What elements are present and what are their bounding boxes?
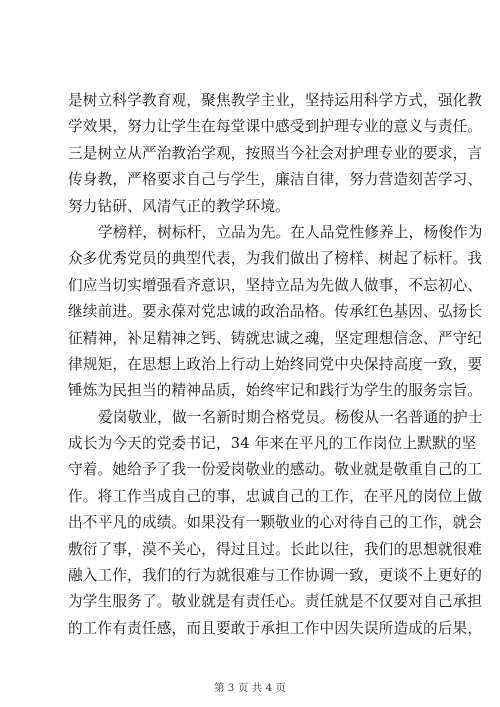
page-footer: 第 3 页 共 4 页 — [213, 682, 287, 694]
document-body — [68, 88, 483, 642]
text-line: 锤炼为民担当的精神品质，始终牢记和践行为学生的服务宗旨。 — [68, 382, 483, 400]
text-line: 作。将工作当成自己的事，忠诚自己的工作，在平凡的岗位上做 — [68, 487, 483, 505]
text-line: 三是树立从严治教治学观，按照当今社会对护理专业的要求，言 — [68, 144, 483, 162]
text-line: 努力钻研、风清气正的教学环境。 — [68, 197, 290, 215]
text-line: 继续前进。要永葆对党忠诚的政治品格。传承红色基因、弘扬长 — [68, 303, 483, 321]
text-line: 们应当切实增强看齐意识，坚持立品为先做人做事，不忘初心、 — [68, 276, 483, 294]
text-line: 传身教，严格要求自己与学生，廉洁自律，努力营造刻苦学习、 — [68, 171, 483, 189]
text-line: 出不平凡的成绩。如果没有一颗敬业的心对待自己的工作，就会 — [68, 514, 483, 532]
text-line: 征精神，补足精神之钙、铸就忠诚之魂，坚定理想信念、严守纪 — [68, 329, 483, 347]
text-line: 的工作有责任感，而且要敢于承担工作中因失误所造成的后果， — [68, 619, 483, 637]
text-line: 众多优秀党员的典型代表，为我们做出了榜样、树起了标杆。我 — [68, 250, 483, 268]
text-line: 融入工作，我们的行为就很难与工作协调一致，更谈不上更好的 — [68, 567, 483, 585]
text-line: 学榜样，树标杆，立品为先。在人品党性修养上，杨俊作为 — [98, 223, 483, 241]
text-line: 守着。她给予了我一份爱岗敬业的感动。敬业就是敬重自己的工 — [68, 461, 483, 479]
text-line: 敷衍了事，漠不关心，得过且过。长此以往，我们的思想就很难 — [68, 540, 483, 558]
text-line: 是树立科学教育观，聚焦教学主业，坚持运用科学方式，强化教 — [68, 92, 483, 109]
text-line: 律规矩，在思想上政治上行动上始终同党中央保持高度一致，要 — [68, 355, 483, 373]
text-line: 成长为今天的党委书记，34 年来在平凡的工作岗位上默默的坚 — [68, 435, 477, 453]
text-line: 爱岗敬业，做一名新时期合格党员。杨俊从一名普通的护士 — [98, 408, 483, 426]
text-line: 为学生服务了。敬业就是有责任心。责任就是不仅要对自己承担 — [68, 593, 483, 611]
text-line: 学效果，努力让学生在每堂课中感受到护理专业的意义与责任。 — [68, 118, 483, 136]
